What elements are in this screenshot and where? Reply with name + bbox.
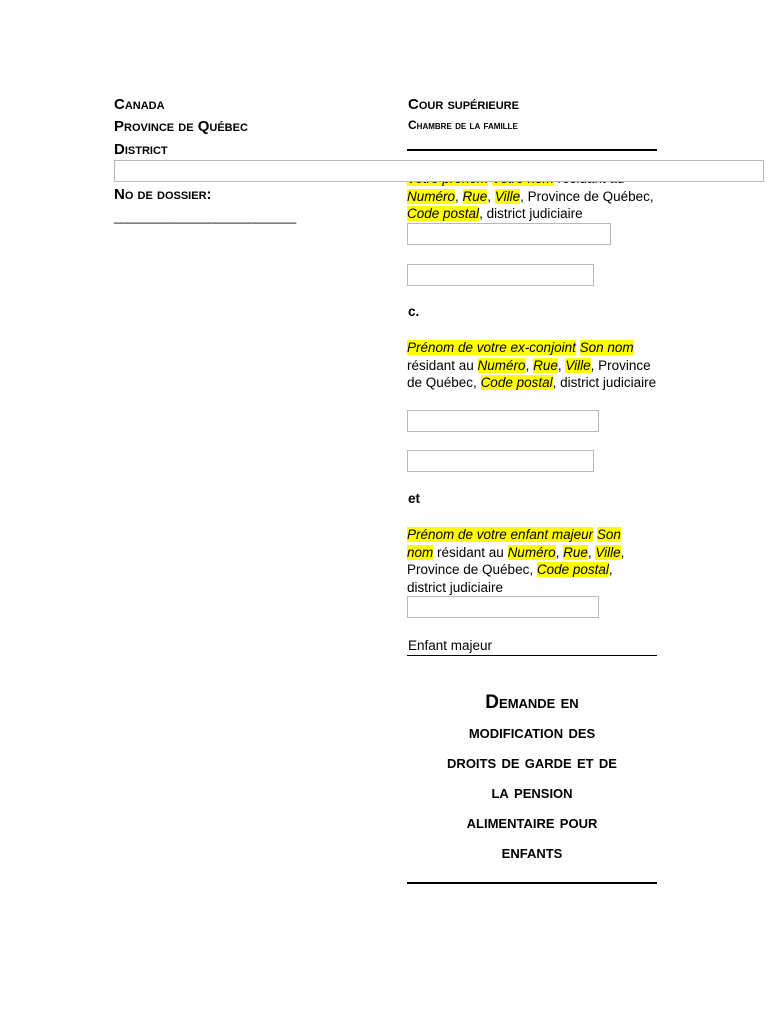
party2-province: , Province de Québec,: [407, 357, 651, 390]
party1-field-1[interactable]: [407, 223, 611, 245]
party2-sep: ,: [557, 357, 566, 373]
party2-nom: Son nom: [579, 340, 634, 355]
party3-sep: ,: [555, 544, 564, 560]
party1-sep: ,: [455, 188, 463, 204]
party2-residant: résidant au: [407, 357, 478, 373]
title-line: alimentaire pour: [466, 812, 598, 833]
party1-sep: ,: [487, 188, 495, 204]
party2-code-postal: Code postal: [480, 375, 553, 390]
party2-sep: ,: [525, 357, 534, 373]
party1-ville: Ville: [494, 188, 521, 204]
dossier-label: No de dossier:: [114, 186, 212, 203]
court-title: Cour supérieure: [408, 96, 519, 113]
party3-role-rule: [407, 655, 657, 656]
party1-field-2[interactable]: [407, 264, 594, 286]
title-line: enfants: [501, 842, 563, 863]
party2-field-1[interactable]: [407, 410, 599, 432]
party1-numero: Numéro: [407, 188, 456, 204]
party1-district: , district judiciaire: [479, 206, 583, 221]
et-label: et: [408, 491, 421, 506]
court-chamber: Chambre de la famille: [408, 118, 518, 132]
party2-prenom: Prénom de votre ex-conjoint: [407, 340, 576, 355]
party3-block: [407, 526, 647, 596]
party1-code-postal: Code postal: [407, 206, 480, 221]
party3-ville: Ville: [595, 544, 621, 560]
party3-rue: Rue: [563, 544, 588, 560]
title-rule: [407, 882, 657, 884]
party3-numero: Numéro: [507, 544, 556, 560]
party3-field-1[interactable]: [407, 596, 599, 618]
document-title: [400, 688, 664, 868]
party2-field-2[interactable]: [407, 450, 594, 472]
party2-numero: Numéro: [477, 357, 526, 373]
top-wide-field[interactable]: [114, 160, 764, 182]
party3-district: , district judiciaire: [407, 562, 613, 595]
party3-nom: Son nom: [407, 527, 621, 560]
party2-rue: Rue: [533, 357, 558, 373]
party2-ville: Ville: [565, 357, 591, 373]
versus-label: c.: [408, 304, 420, 319]
title-line: la pension: [491, 782, 573, 803]
header-province: Province de Québec: [114, 118, 248, 135]
title-line: droits de garde et de: [447, 752, 617, 773]
party1-rue: Rue: [462, 188, 488, 204]
header-district: District: [114, 141, 168, 158]
party3-prenom: Prénom de votre enfant majeur: [407, 527, 594, 542]
title-line: Demande en: [485, 692, 579, 713]
party2-block: [407, 339, 657, 392]
court-rule: [407, 149, 657, 151]
party3-code-postal: Code postal: [536, 562, 609, 577]
party1-province: , Province de Québec,: [520, 188, 654, 204]
party2-district: , district judiciaire: [552, 375, 657, 390]
party3-residant: résidant au: [433, 544, 508, 560]
party3-role: Enfant majeur: [408, 638, 493, 653]
title-line: modification des: [468, 722, 596, 743]
party3-province: , Province de Québec,: [407, 544, 625, 577]
header-canada: Canada: [114, 96, 165, 113]
dossier-line: ___________________________: [114, 209, 296, 224]
party3-sep: ,: [587, 544, 596, 560]
